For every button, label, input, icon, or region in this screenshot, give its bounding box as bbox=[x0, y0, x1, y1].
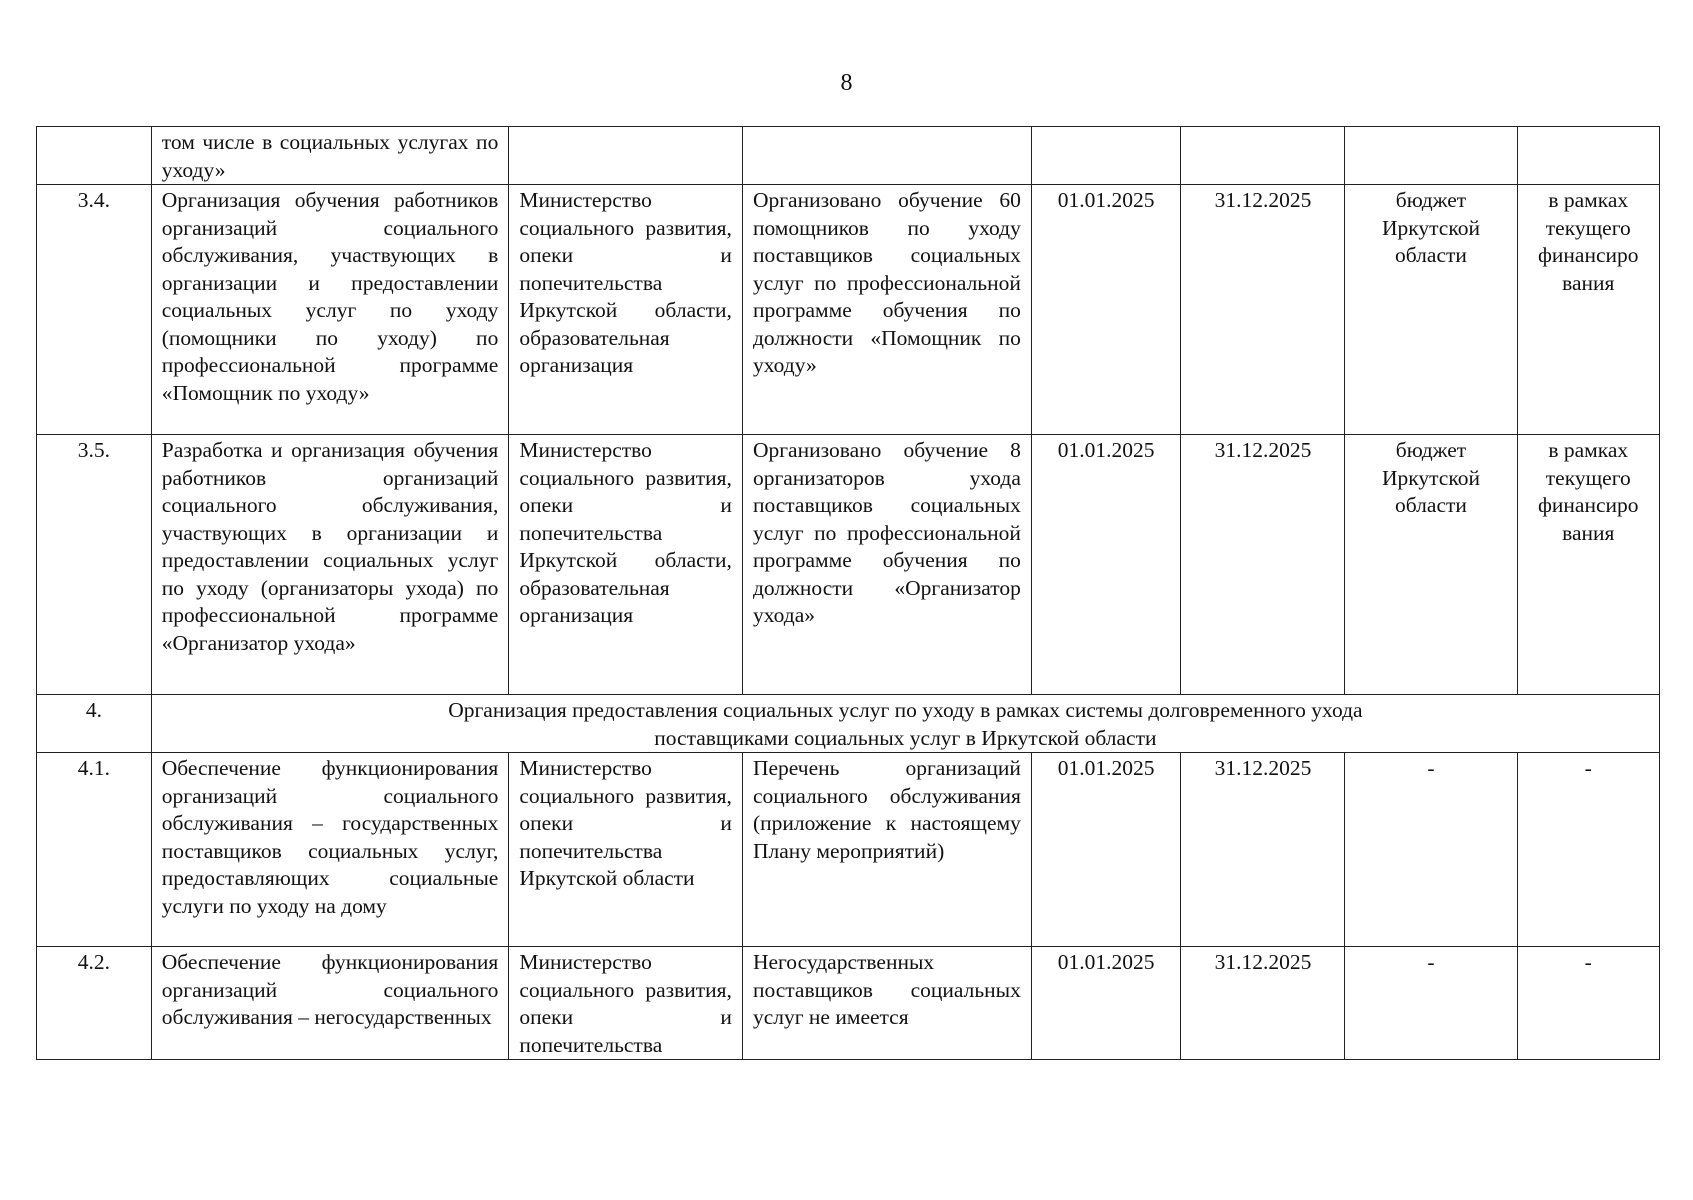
source-cell: - bbox=[1345, 947, 1517, 1060]
end-date-cell: 31.12.2025 bbox=[1181, 753, 1345, 947]
row-number: 4.2. bbox=[37, 947, 152, 1060]
source-cell: бюджет Иркутской области bbox=[1345, 185, 1517, 435]
section-number: 4. bbox=[37, 695, 152, 753]
action-cell: Организация обучения работников организаций социального обслуживания, участвующих в организации и предоставлении социальных услуг по уходу (помощники по уходу) по профессиональной программе «Помощник по уходу» bbox=[151, 185, 509, 435]
start-date-cell: 01.01.2025 bbox=[1031, 185, 1181, 435]
table-row bbox=[37, 753, 1660, 947]
table-row bbox=[37, 435, 1660, 695]
result-cell: Организовано обучение 60 помощников по уходу поставщиков социальных услуг по профессиональной программе обучения по должности «Помощник по уходу» bbox=[742, 185, 1031, 435]
start-date-cell: 01.01.2025 bbox=[1031, 753, 1181, 947]
financing-cell: - bbox=[1517, 753, 1659, 947]
action-cell: том числе в социальных услугах по уходу» bbox=[151, 127, 509, 185]
table-row bbox=[37, 127, 1660, 185]
action-cell: Обеспечение функционирования организаций социального обслуживания – государственных поставщиков социальных услуг, предоставляющих социальные услуги по уходу на дому bbox=[151, 753, 509, 947]
end-date-cell: 31.12.2025 bbox=[1181, 435, 1345, 695]
action-cell: Разработка и организация обучения работников организаций социального обслуживания, участвующих в организации и предоставлении социальных услуг по уходу (организаторы ухода) по профессиональной программе «Организатор ухода» bbox=[151, 435, 509, 695]
row-number: 4.1. bbox=[37, 753, 152, 947]
table-row bbox=[37, 947, 1660, 1060]
start-date-cell bbox=[1031, 127, 1181, 185]
responsible-cell bbox=[509, 127, 743, 185]
financing-cell: в рамках текущего финансиро вания bbox=[1517, 185, 1659, 435]
result-cell: Негосударственных поставщиков социальных услуг не имеется bbox=[742, 947, 1031, 1060]
responsible-cell: Министерство социального развития, опеки и попечительства bbox=[509, 947, 743, 1060]
section-title bbox=[151, 695, 1659, 753]
result-cell bbox=[742, 127, 1031, 185]
responsible-cell: Министерство социального развития, опеки и попечительства Иркутской области bbox=[509, 753, 743, 947]
end-date-cell: 31.12.2025 bbox=[1181, 185, 1345, 435]
table-row bbox=[37, 185, 1660, 435]
row-number: 3.5. bbox=[37, 435, 152, 695]
responsible-cell: Министерство социального развития, опеки и попечительства Иркутской области, образовательная организация bbox=[509, 435, 743, 695]
financing-cell bbox=[1517, 127, 1659, 185]
financing-cell: - bbox=[1517, 947, 1659, 1060]
result-cell: Организовано обучение 8 организаторов ухода поставщиков социальных услуг по профессиональной программе обучения по должности «Организатор ухода» bbox=[742, 435, 1031, 695]
start-date-cell: 01.01.2025 bbox=[1031, 435, 1181, 695]
action-cell: Обеспечение функционирования организаций социального обслуживания – негосударственных bbox=[151, 947, 509, 1060]
start-date-cell: 01.01.2025 bbox=[1031, 947, 1181, 1060]
source-cell bbox=[1345, 127, 1517, 185]
plan-table bbox=[36, 126, 1660, 1060]
page-number: 8 bbox=[840, 70, 853, 96]
financing-cell: в рамках текущего финансиро вания bbox=[1517, 435, 1659, 695]
end-date-cell: 31.12.2025 bbox=[1181, 947, 1345, 1060]
section-row bbox=[37, 695, 1660, 753]
responsible-cell: Министерство социального развития, опеки и попечительства Иркутской области, образовательная организация bbox=[509, 185, 743, 435]
row-number: 3.4. bbox=[37, 185, 152, 435]
source-cell: бюджет Иркутской области bbox=[1345, 435, 1517, 695]
source-cell: - bbox=[1345, 753, 1517, 947]
row-number bbox=[37, 127, 152, 185]
section-title-line: поставщиками социальных услуг в Иркутской области bbox=[654, 725, 1157, 750]
section-title-line: Организация предоставления социальных услуг по уходу в рамках системы долговременного ухода bbox=[448, 698, 1363, 722]
result-cell: Перечень организаций социального обслуживания (приложение к настоящему Плану мероприятий) bbox=[742, 753, 1031, 947]
end-date-cell bbox=[1181, 127, 1345, 185]
